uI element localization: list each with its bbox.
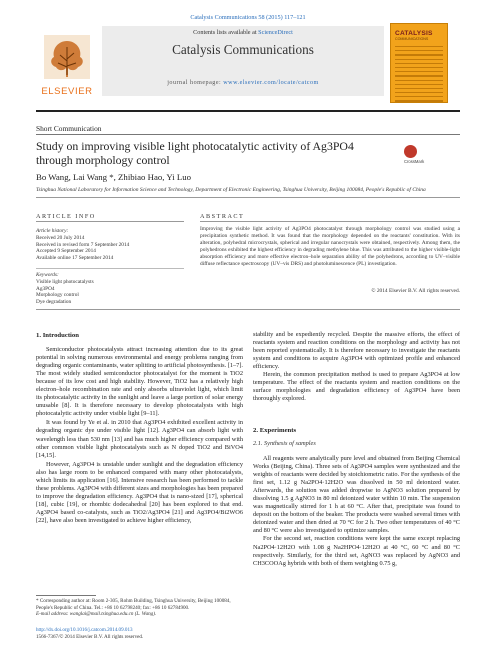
abstract-copyright: © 2014 Elsevier B.V. All rights reserved. xyxy=(371,288,460,294)
introduction-heading: 1. Introduction xyxy=(36,332,79,339)
crossmark-badge[interactable] xyxy=(404,144,460,164)
article-type: Short Communication xyxy=(36,124,102,133)
cover-decoration xyxy=(395,46,443,105)
keyword-item: Morphology control xyxy=(36,292,79,299)
contents-prefix: Contents lists available at xyxy=(193,29,259,36)
article-info-heading: ARTICLE INFO xyxy=(36,213,96,220)
abstract-text: Improving the visible light activity of Ag3PO4 photocatalyst through morphology control was studied using a precipitation synthetic method. It was found that the morphology depended on the reactants' constitution. With its alteration, polyhedral microcrystals, spherical and irregular nanocrystals were obtained, respectively. Among them, the polyhedrons exhibited the highest efficiency in degrading methylene blue. This was attributed to the higher visible-light absorption efficiency and more effective electron–hole separation ability of the polyhedrons, according to UV–visible diffuse reflectance spectroscopy (UV–vis DRS) and photoluminescence (PL) investigation. xyxy=(200,226,460,267)
crossmark-label: CrossMark xyxy=(404,159,425,164)
keywords xyxy=(36,272,184,306)
header-rule xyxy=(36,110,460,112)
history-item: Accepted 9 September 2014 xyxy=(36,248,96,255)
journal-homepage xyxy=(102,80,384,86)
footnote-rule xyxy=(36,595,96,596)
affiliation: Tsinghua National Laboratory for Information Science and Technology, Department of Electronic Engineering, Tsinghua University, Beijing 100084, People's Republic of China xyxy=(36,187,426,193)
experiments-heading: 2. Experiments xyxy=(253,427,297,434)
journal-header xyxy=(36,23,460,104)
body-paragraph: However, Ag3PO4 is unstable under sunlight and the degradation efficiency also has large room to be enhanced compared with many other photocatalysts, which limits its application [16]. Intensive research has been performed to tackle these problems. Ag3PO4 with different sizes and morphologies has been prepared to improve the degradation efficiency. Ag3PO4 that is nano-sized [17], spherical [18], cubic [19], or rhombic dodecahedral [20] has been explored to that end. Ag3PO4 based co-catalysts, such as TiO2/Ag3PO4 [21] and Ag3PO4/Bi2WO6 [22], have also been investigated to achieve higher efficiency, xyxy=(36,460,243,524)
journal-reference[interactable]: Catalysis Communications 58 (2015) 117–121 xyxy=(190,14,306,21)
keywords-rule xyxy=(36,268,184,269)
contents-line xyxy=(102,29,384,36)
corresponding-author-footnote xyxy=(36,598,243,618)
cover-title: CATALYSIS xyxy=(395,30,433,37)
author-list: Bo Wang, Lai Wang *, Zhibiao Hao, Yi Luo xyxy=(36,172,192,182)
affiliation-rule xyxy=(36,197,460,198)
history-item: Received 20 July 2014 xyxy=(36,234,85,241)
history-item: Received in revised form 7 September 2014 xyxy=(36,241,130,248)
body-paragraph: stability and be expediently recycled. Despite the massive efforts, the effect of reactants system and reaction conditions on the morphology and activity has not been reported systematically. It is therefore necessary to investigate the reactants system and conditions to acquire Ag3PO4 with optimized profile and enhanced efficiency. xyxy=(253,331,460,371)
abstract-end-rule xyxy=(36,309,460,310)
history-heading: Article history: xyxy=(36,228,69,234)
history-item: Available online 17 September 2014 xyxy=(36,255,114,262)
elsevier-tree-icon xyxy=(44,35,90,79)
doi-link[interactable]: http://dx.doi.org/10.1016/j.catcom.2014.09.013 xyxy=(36,627,133,633)
footnote-email[interactable]: E-mail address: wanglai@mail.tsinghua.edu.cn (L. Wang). xyxy=(36,611,157,618)
synthesis-text xyxy=(253,455,460,568)
sciencedirect-link[interactable]: ScienceDirect xyxy=(258,29,293,36)
abstract-heading: ABSTRACT xyxy=(200,213,245,220)
issn-line: 1566-7367/© 2014 Elsevier B.V. All rights reserved. xyxy=(36,634,144,640)
homepage-link[interactable]: www.elsevier.com/locate/catcom xyxy=(223,80,319,86)
paper-title: Study on improving visible light photocatalytic activity of Ag3PO4 through morphology control xyxy=(36,139,354,168)
journal-banner xyxy=(102,26,384,96)
body-paragraph: All reagents were analytically pure level and obtained from Beijing Chemical Works (Beijing, China). Three sets of Ag3PO4 samples were synthesized and the weights of reactants were decided by stoichiometric ratio. For the synthesis of the first set, 1.12 g Na2PO4·12H2O was dissolved in 50 ml deionized water. Afterwards, the solution was added dropwise to AgNO3 solution prepared by dissolving 1.5 g AgNO3 in 80 ml deionized water within 10 min. The suspension was magnetically stirred for 1 h at 60 °C. After that, precipitate was found to deposit on the bottom of the beaker. The products were washed several times with deionized water and then dried at 70 °C for 2 h. Two other temperatures of 40 °C and 80 °C were also investigated to optimize samples. xyxy=(253,455,460,535)
article-info-rule xyxy=(36,221,184,222)
keyword-item: Visible light photocatalysts xyxy=(36,278,94,285)
body-paragraph: For the second set, reaction conditions were kept the same except replacing Na2PO4·12H2O with 1.08 g Na2HPO4·12H2O at 40 °C, 60 °C and 80 °C respectively. Similarly, for the third set, AgNO3 was replaced by AgNO3 and CH3COOAg hybrids with both of them weighing 0.75 g, xyxy=(253,535,460,567)
footnote-address: * Corresponding author at: Room 2-305, Rohm Building, Tsinghua University, Beijing 100084, People's Republic of China. Tel.: +86 10 62798240; fax: +86 10 62784900. xyxy=(36,598,231,611)
elsevier-logo xyxy=(36,23,98,104)
right-column xyxy=(253,331,460,403)
body-paragraph: Herein, the common precipitation method is used to prepare Ag3PO4 at low temperature. The effect of the reactants system and reaction conditions on the surface morphologies and degradation efficiency of Ag3PO4 have been thoroughly explored. xyxy=(253,371,460,403)
left-column xyxy=(36,346,243,526)
synthesis-heading: 2.1. Synthesis of samples xyxy=(253,440,316,447)
abstract-rule xyxy=(200,221,460,222)
journal-cover-image xyxy=(390,23,448,103)
body-paragraph: Semiconductor photocatalysts attract increasing attention due to its great potential in solving numerous environmental and energy problems ranging from degrading organic contaminants, water splitting to artificial photosynthesis. [1–7]. The most widely studied semiconductor photocatalyst for the moment is TiO2 because of its low cost and high stability. However, TiO2 has a relatively high electron–hole recombination rate and only absorbs ultraviolet light, which limit its photocatalytic activity in the sunlight and leave a large portion of solar energy unusable [8]. It is therefore necessary to develop photocatalysts with high photocatalytic activity under visible light [9–11]. xyxy=(36,346,243,418)
journal-title: Catalysis Communications xyxy=(172,42,314,57)
crossmark-icon xyxy=(404,145,417,158)
article-history xyxy=(36,228,184,262)
homepage-prefix: journal homepage: xyxy=(167,80,224,86)
cover-subtitle: COMMUNICATIONS xyxy=(395,37,429,41)
keyword-item: Ag3PO4 xyxy=(36,285,55,292)
keyword-item: Dye degradation xyxy=(36,299,72,306)
elsevier-wordmark: ELSEVIER xyxy=(41,86,93,97)
body-paragraph: It was found by Ye et al. in 2010 that Ag3PO4 exhibited excellent activity in degrading organic dye under visible light [12]. Ag3PO4 can absorb light with wavelength less than 530 nm [13] and has much higher efficiency compared with other common visible light photocatalysts such as N doped TiO2 and BiVO4 [14,15]. xyxy=(36,419,243,459)
keywords-heading: Keywords: xyxy=(36,272,59,278)
article-type-rule xyxy=(36,134,460,135)
